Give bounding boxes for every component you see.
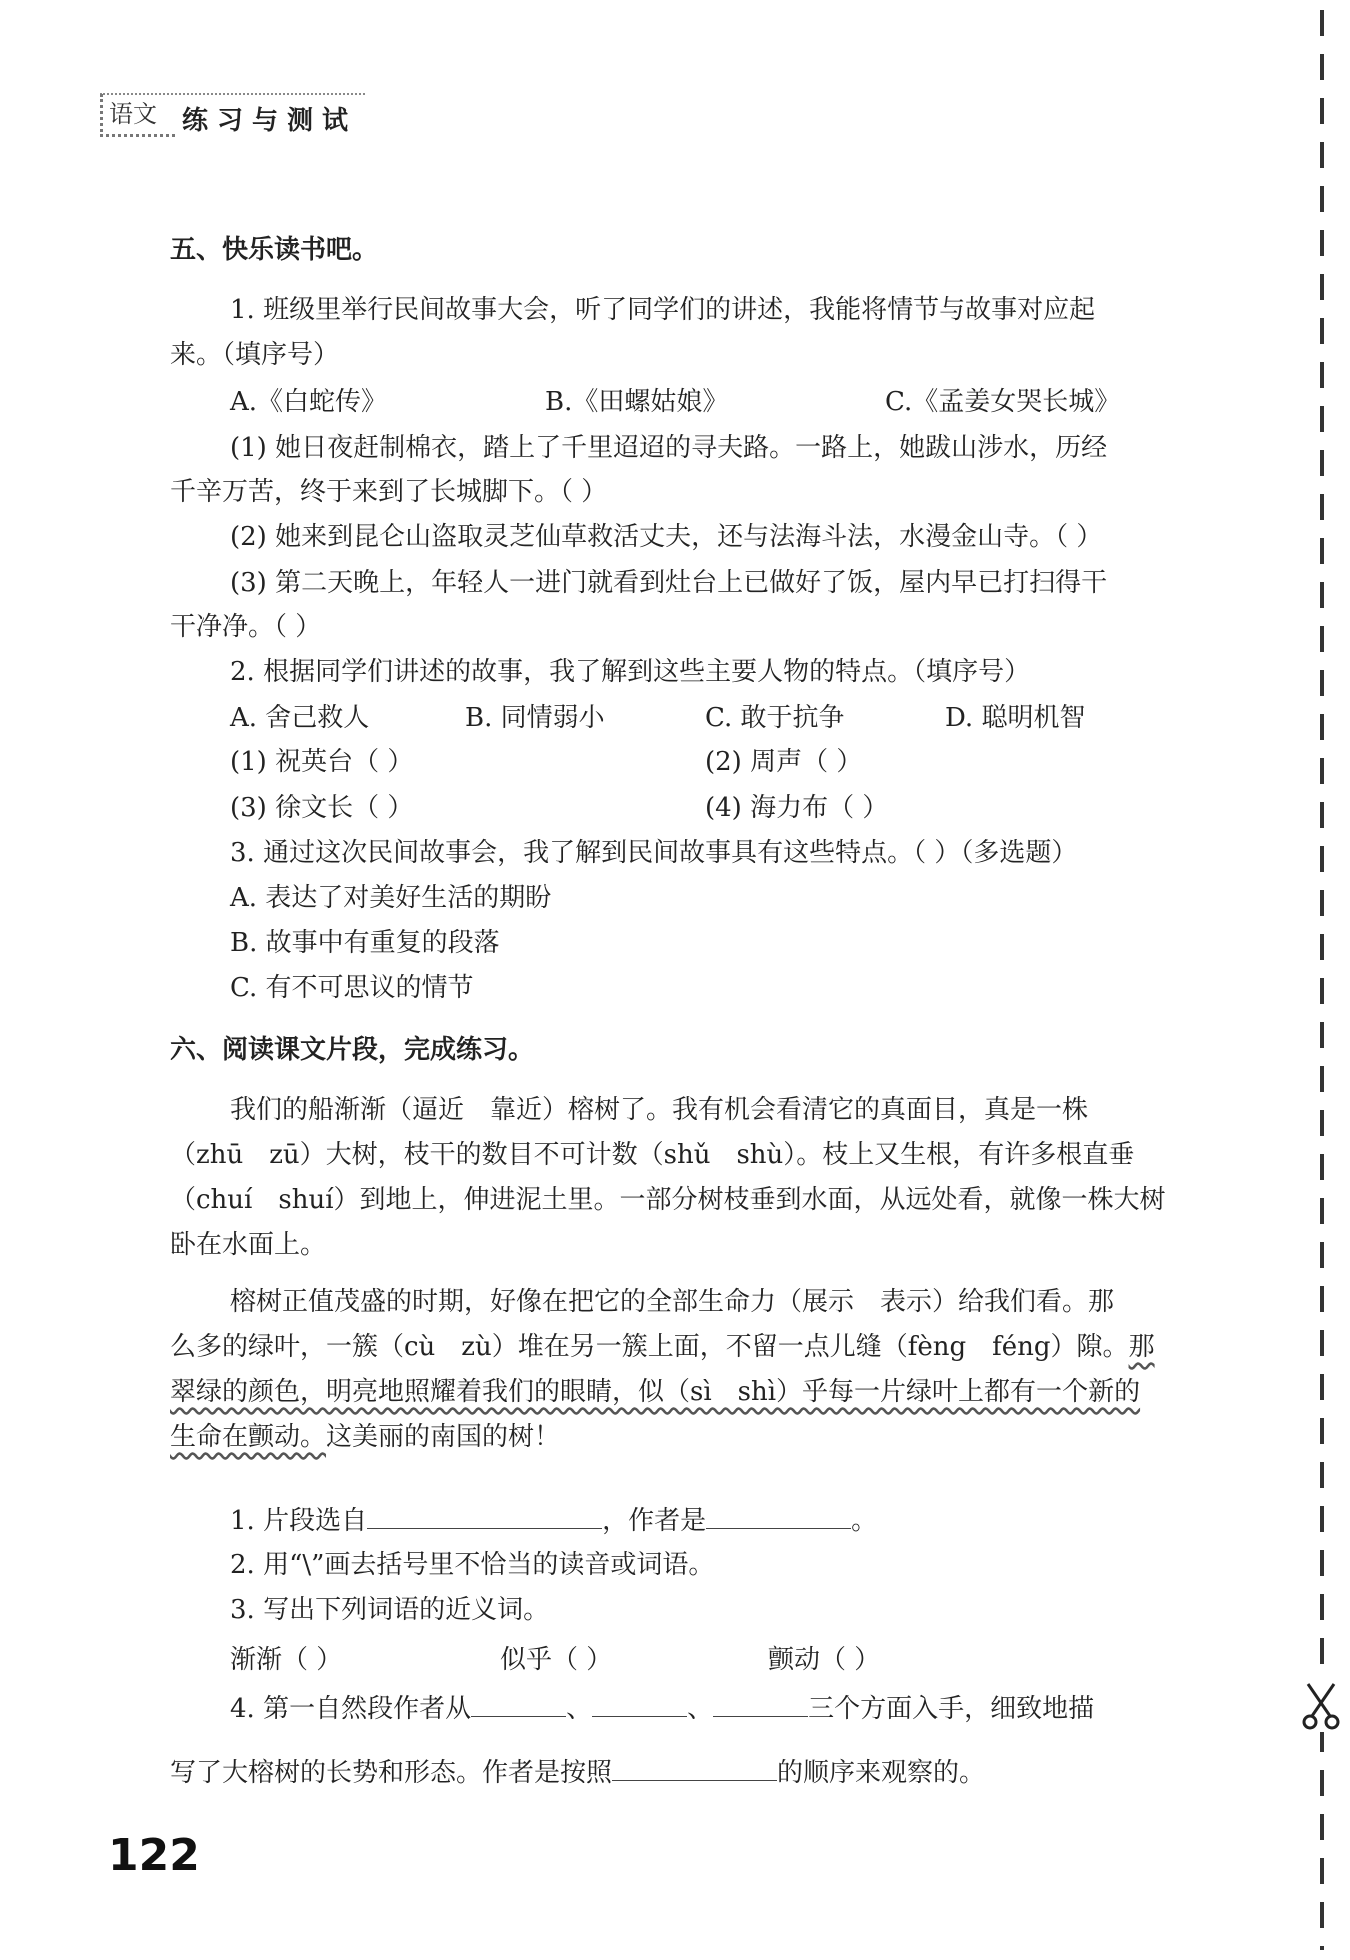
synonym-item-1: 渐渐（ ） <box>230 1645 343 1675</box>
s6-q4-line2 <box>170 1752 985 1793</box>
q2-person3: (3) 徐文长（ ） <box>230 793 414 823</box>
wavy-underlined-text: 翠绿的颜色，明亮地照耀着我们的眼睛，似（sì shì）乎每一片绿叶上都有一个新的 <box>170 1377 1141 1407</box>
passage-para1-line2: （zhū zū）大树，枝干的数目不可计数（shǔ shù）。枝上又生根，有许多根直垂 <box>170 1140 1135 1170</box>
s6-q1-text-b: ，作者是 <box>602 1506 707 1536</box>
passage-para1-line1: 我们的船渐渐（逼近 靠近）榕树了。我有机会看清它的真面目，真是一株 <box>230 1095 1089 1125</box>
q1-item3-line1: (3) 第二天晚上，年轻人一进门就看到灶台上已做好了饭，屋内早已打扫得干 <box>230 568 1108 598</box>
s6-q2: 2. 用“\”画去括号里不恰当的读音或词语。 <box>230 1550 715 1580</box>
s6-q4-text-d: 的顺序来观察的。 <box>777 1758 986 1788</box>
scissors-icon <box>1300 1680 1342 1732</box>
wavy-underlined-text: 生命在颤动。 <box>170 1422 327 1452</box>
s6-q4-line1 <box>230 1688 1094 1729</box>
q2-option-d: D. 聪明机智 <box>945 703 1086 733</box>
passage-text: 么多的绿叶，一簇（cù zù）堆在另一簇上面，不留一点儿缝（fèng féng）隙。 <box>170 1332 1129 1362</box>
q2-person4: (4) 海力布（ ） <box>705 793 889 823</box>
s6-q3: 3. 写出下列词语的近义词。 <box>230 1595 550 1625</box>
s6-q4-text-c: 写了大榕树的长势和形态。作者是按照 <box>170 1758 613 1788</box>
page-number: 122 <box>108 1830 200 1881</box>
answer-blank-aspect1[interactable] <box>471 1688 566 1717</box>
s6-q4-separator: 、 <box>566 1694 593 1724</box>
s6-q4-text-a: 4. 第一自然段作者从 <box>230 1694 472 1724</box>
passage-para2-line1: 榕树正值茂盛的时期，好像在把它的全部生命力（展示 表示）给我们看。那 <box>230 1287 1115 1317</box>
q1-option-a: A.《白蛇传》 <box>230 387 388 417</box>
q3-option-b: B. 故事中有重复的段落 <box>230 928 500 958</box>
s6-q1-text-c: 。 <box>851 1506 878 1536</box>
q3-option-a: A. 表达了对美好生活的期盼 <box>230 883 552 913</box>
answer-blank-source[interactable] <box>367 1500 602 1529</box>
subject-label: 语文 <box>100 94 175 137</box>
synonym-item-3: 颤动（ ） <box>768 1645 881 1675</box>
q2-option-b: B. 同情弱小 <box>465 703 605 733</box>
answer-blank-aspect3[interactable] <box>713 1688 808 1717</box>
q2-stem: 2. 根据同学们讲述的故事，我了解到这些主要人物的特点。（填序号） <box>230 657 1031 687</box>
section6-heading: 六、阅读课文片段，完成练习。 <box>170 1035 535 1065</box>
book-title: 练习与测试 <box>182 106 358 136</box>
answer-blank-aspect2[interactable] <box>592 1688 687 1717</box>
q1-line2: 来。（填序号） <box>170 340 340 370</box>
q1-item3-line2: 干净净。（ ） <box>170 612 322 642</box>
q1-line1: 1. 班级里举行民间故事大会，听了同学们的讲述，我能将情节与故事对应起 <box>230 295 1096 325</box>
q1-item1-line1: (1) 她日夜赶制棉衣，踏上了千里迢迢的寻夫路。一路上，她跋山涉水，历经 <box>230 433 1108 463</box>
s6-q1-text-a: 1. 片段选自 <box>230 1506 368 1536</box>
cut-line <box>1320 10 1324 1950</box>
s6-q4-text-b: 三个方面入手，细致地描 <box>808 1694 1095 1724</box>
section5-heading: 五、快乐读书吧。 <box>170 235 379 265</box>
answer-blank-order[interactable] <box>612 1752 777 1781</box>
passage-para1-line4: 卧在水面上。 <box>170 1230 327 1260</box>
s6-q1 <box>230 1500 877 1541</box>
synonym-item-2: 似乎（ ） <box>500 1645 613 1675</box>
q1-item2: (2) 她来到昆仑山盗取灵芝仙草救活丈夫，还与法海斗法，水漫金山寺。（ ） <box>230 522 1103 552</box>
answer-blank-author[interactable] <box>706 1500 851 1529</box>
q2-option-c: C. 敢于抗争 <box>705 703 845 733</box>
q1-option-b: B.《田螺姑娘》 <box>545 387 729 417</box>
q3-option-c: C. 有不可思议的情节 <box>230 973 474 1003</box>
q2-option-a: A. 舍己救人 <box>230 703 370 733</box>
passage-para2-line4 <box>170 1417 560 1457</box>
q1-item1-line2: 千辛万苦，终于来到了长城脚下。（ ） <box>170 477 608 507</box>
q2-person1: (1) 祝英台（ ） <box>230 747 414 777</box>
q2-person2: (2) 周声（ ） <box>705 747 863 777</box>
q3-stem: 3. 通过这次民间故事会，我了解到民间故事具有这些特点。（ ）（多选题） <box>230 838 1078 868</box>
q1-option-c: C.《孟姜女哭长城》 <box>885 387 1121 417</box>
passage-para2-line2 <box>170 1327 1155 1367</box>
passage-text: 这美丽的南国的树！ <box>326 1422 561 1452</box>
s6-q4-separator: 、 <box>687 1694 714 1724</box>
passage-para2-line3 <box>170 1372 1140 1412</box>
wavy-underlined-text: 那 <box>1128 1332 1155 1362</box>
passage-para1-line3: （chuí shuí）到地上，伸进泥土里。一部分树枝垂到水面，从远处看，就像一株大树 <box>170 1185 1166 1215</box>
